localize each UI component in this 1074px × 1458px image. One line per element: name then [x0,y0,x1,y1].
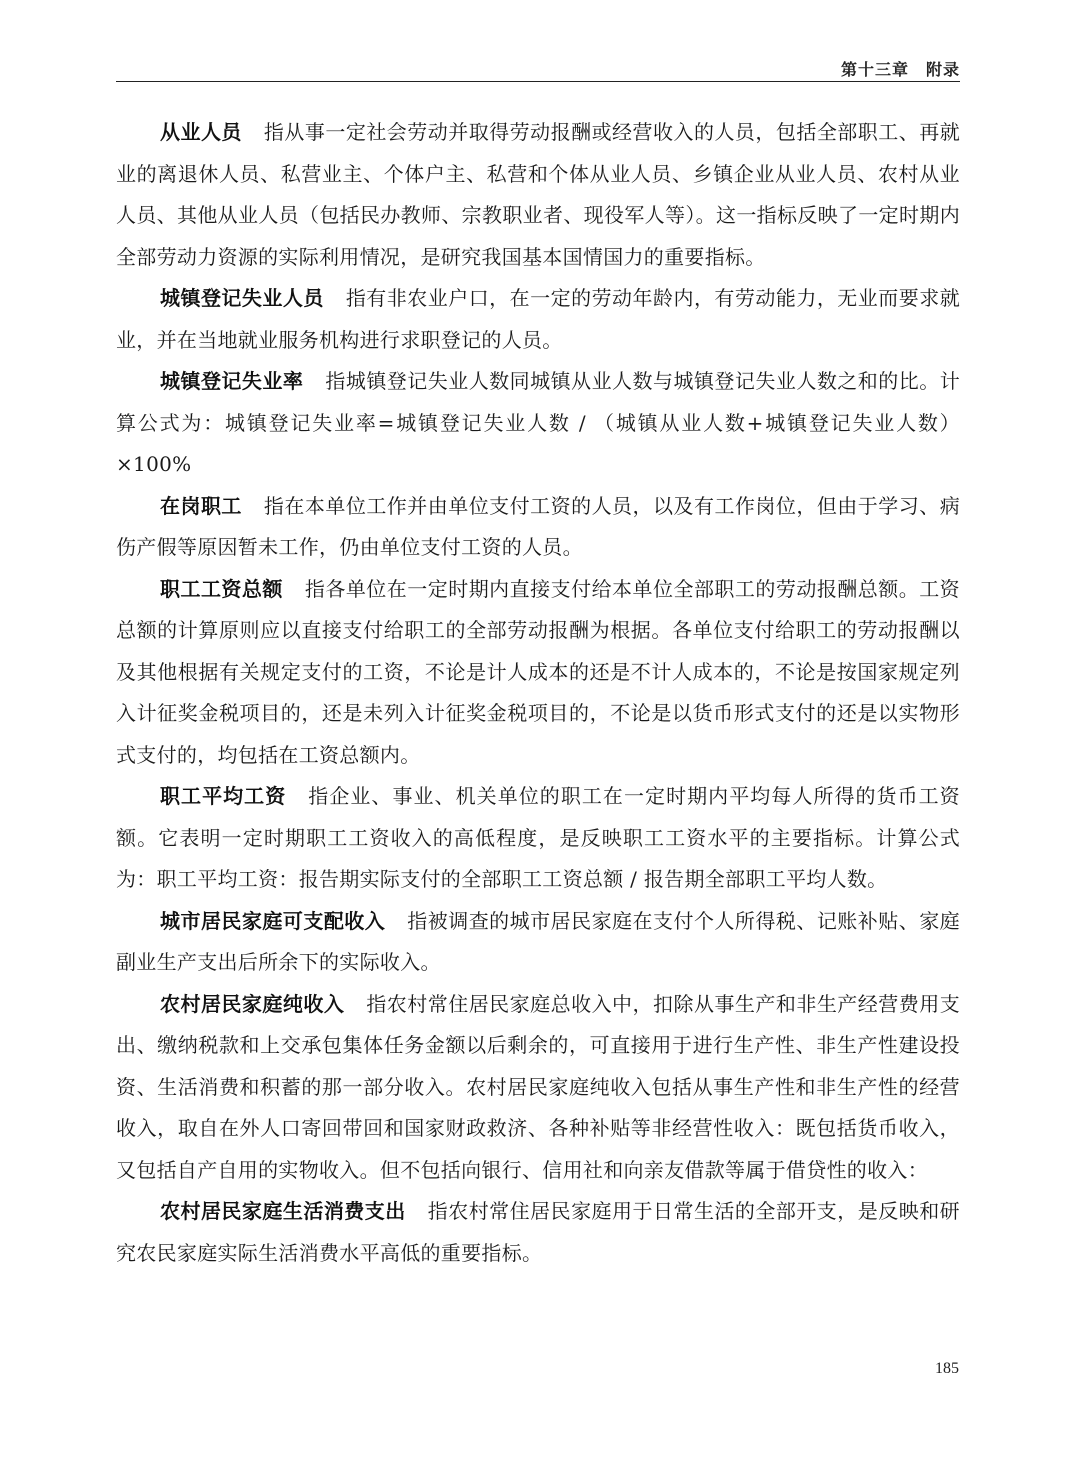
running-header [116,55,960,82]
glossary-term: 城镇登记失业率 [160,369,304,393]
glossary-definition: 指各单位在一定时期内直接支付给本单位全部职工的劳动报酬总额。工资总额的计算原则应以直接支付给职工的全部劳动报酬为根据。各单位支付给职工的劳动报酬以及其他根据有关规定支付的工资，不论是计人成本的还是不计人成本的，不论是按国家规定列入计征奖金税项目的，还是未列入计征奖金税项目的，不论是以货币形式支付的还是以实物形式支付的，均包括在工资总额内。 [116,576,960,767]
glossary-entry [116,569,960,777]
glossary-definition: 指农村常住居民家庭用于日常生活的全部开支，是反映和研究农民家庭实际生活消费水平高低的重要指标。 [116,1199,960,1265]
glossary-term: 农村居民家庭生活消费支出 [160,1199,406,1223]
glossary-entry [116,776,960,901]
glossary-entry [116,1191,960,1274]
glossary-term: 农村居民家庭纯收入 [160,991,345,1016]
glossary-definition: 指城镇登记失业人数同城镇从业人数与城镇登记失业人数之和的比。计算公式为：城镇登记失业率=城镇登记失业人数 / （城镇从业人数+城镇登记失业人数）×100% [116,369,960,476]
page-number: 185 [935,1360,959,1377]
chapter-title: 第十三章 附录 [840,60,960,79]
glossary-term: 在岗职工 [160,493,242,518]
glossary-term: 城市居民家庭可支配收入 [160,908,386,933]
glossary-term: 职工平均工资 [160,784,287,808]
glossary-definition: 指被调查的城市居民家庭在支付个人所得税、记账补贴、家庭副业生产支出后所余下的实际收入。 [116,908,960,974]
glossary-definition: 指有非农业户口，在一定的劳动年龄内，有劳动能力，无业而要求就业，并在当地就业服务机构进行求职登记的人员。 [116,286,960,352]
glossary-definition: 指农村常住居民家庭总收入中，扣除从事生产和非生产经营费用支出、缴纳税款和上交承包集体任务金额以后剩余的，可直接用于进行生产性、非生产性建设投资、生活消费和积蓄的那一部分收入。农村居民家庭纯收入包括从事生产性和非生产性的经营收入，取自在外人口寄回带回和国家财政救济、各种补贴等非经营性收入：既包括货币收入，又包括自产自用的实物收入。但不包括向银行、信用社和向亲友借款等属于借贷性的收入： [116,991,961,1182]
glossary-entry [116,984,960,1192]
glossary-definition: 指从事一定社会劳动并取得劳动报酬或经营收入的人员，包括全部职工、再就业的离退休人员、私营业主、个体户主、私营和个体从业人员、乡镇企业从业人员、农村从业人员、其他从业人员（包括民办教师、宗教职业者、现役军人等）。这一指标反映了一定时期内全部劳动力资源的实际利用情况，是研究我国基本国情国力的重要指标。 [116,120,961,269]
glossary-entry [116,112,960,278]
glossary-entry [116,486,960,569]
glossary-definition: 指企业、事业、机关单位的职工在一定时期内平均每人所得的货币工资额。它表明一定时期职工工资收入的高低程度，是反映职工工资水平的主要指标。计算公式为：职工平均工资：报告期实际支付的全部职工工资总额 / 报告期全部职工平均人数。 [116,784,960,891]
glossary-body [116,112,960,1274]
glossary-term: 城镇登记失业人员 [160,286,324,310]
glossary-definition: 指在本单位工作并由单位支付工资的人员，以及有工作岗位，但由于学习、病伤产假等原因暂未工作，仍由单位支付工资的人员。 [116,493,961,559]
glossary-entry [116,361,960,486]
glossary-entry [116,278,960,361]
glossary-term: 职工工资总额 [160,576,283,601]
glossary-term: 从业人员 [160,120,242,144]
glossary-entry [116,901,960,984]
